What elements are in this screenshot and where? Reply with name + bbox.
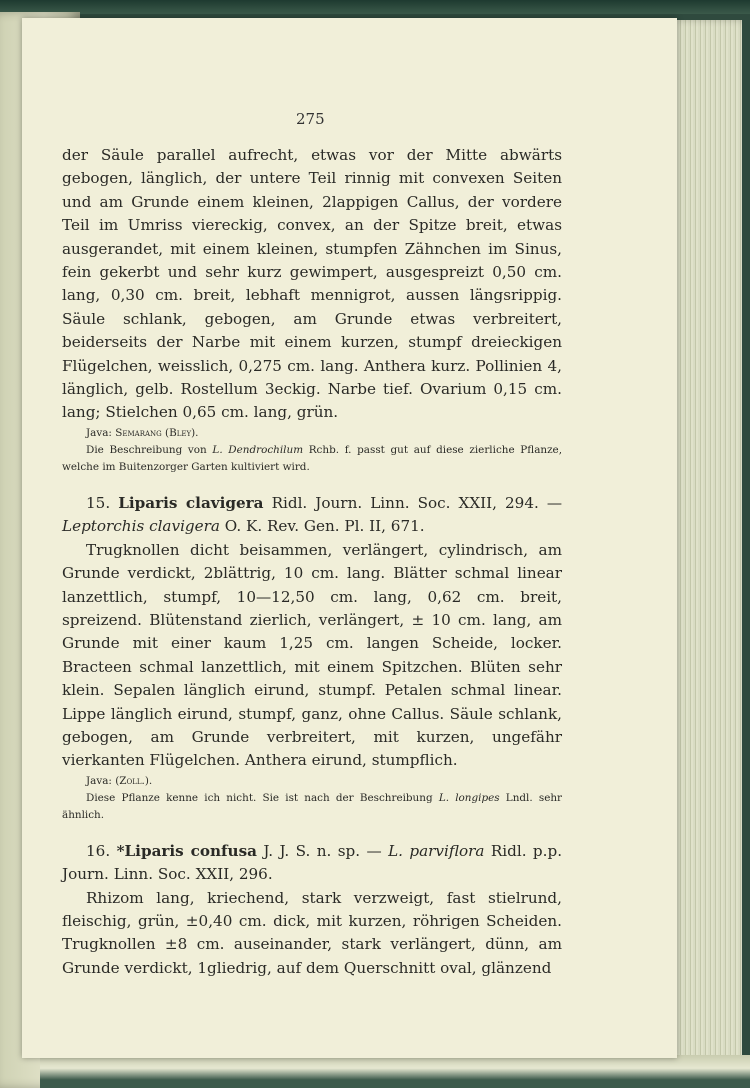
page-number: 275 <box>296 110 325 128</box>
remark-species: L. longipes <box>438 791 500 804</box>
species-name: Liparis clavigera <box>118 493 264 512</box>
synonym: L. parviflora <box>388 841 485 860</box>
remark-species: L. Dendrochilum <box>212 443 304 456</box>
entry-15-heading <box>62 492 562 539</box>
synonym-citation: O. K. Rev. Gen. Pl. II, 671. <box>224 517 425 536</box>
entry-16-description: Rhizom lang, kriechend, stark verzweigt, fast stielrund, fleischig, grün, ±0,40 cm. dick, mit kurzen, röhrigen Scheiden. Trugknollen ±8 cm. auseinander, stark verlängert, dünn, am Grunde verdickt, 1gliedrig, auf dem Querschnitt oval, glänzend <box>62 888 562 977</box>
locality-label: Java: <box>86 774 112 787</box>
entry-16-heading <box>62 840 562 887</box>
remark-text-end: Rchb. f. passt gut auf diese zierliche Pflanze, welche im Buitenzorger Garten kultiviert wird. <box>62 443 563 473</box>
synonym-citation: Ridl. p.p. Journ. Linn. Soc. XXII, 296. <box>62 841 563 884</box>
locality-line <box>62 425 562 442</box>
remark-text: Diese Pflanze kenne ich nicht. Sie ist nach der Beschreibung <box>86 791 433 804</box>
page-fore-edge <box>668 20 742 1080</box>
description-continued: der Säule parallel aufrecht, etwas vor der Mitte abwärts gebogen, länglich, der untere Teil rinnig mit convexen Seiten und am Grunde einem kleinen, 2lappigen Callus, der vordere Teil im Umriss viereckig, convex, an der Spitze breit, etwas ausgerandet, mit einem kleinen, stumpfen Zähnchen im Sinus, fein gekerbt und sehr kurz gewimpert, ausgespreizt 0,50 cm. lang, 0,30 cm. breit, lebhaft mennigrot, aussen längsrippig. Säule schlank, gebogen, am Grunde etwas verbreitert, beiderseits der Narbe mit einem kurzen, stumpf dreieckigen Flügelchen, weisslich, 0,275 cm. lang. Anthera kurz. Pollinien 4, länglich, gelb. Rostellum 3eckig. Narbe tief. Ovarium 0,15 cm. lang; Stielchen 0,65 cm. lang, grün. <box>62 146 562 422</box>
page-bottom-edge <box>40 1055 750 1088</box>
remark-text-end: Lndl. sehr ähnlich. <box>62 791 562 821</box>
remark <box>62 790 562 824</box>
locality-value: (Zoll.). <box>115 774 153 787</box>
locality-label: Java: <box>86 426 112 439</box>
citation: Ridl. Journ. Linn. Soc. XXII, 294. — <box>271 493 563 512</box>
synonym: Leptorchis clavigera <box>62 517 220 536</box>
locality-line <box>62 773 562 790</box>
locality-value: Semarang (Bley). <box>115 426 199 439</box>
entry-number: 15. <box>86 493 111 512</box>
page-text <box>62 108 562 980</box>
entry-15-description: Trugknollen dicht beisammen, verlängert, cylindrisch, am Grunde verdickt, 2blättrig, 10 cm. lang. Blätter schmal linear lanzettlich, stumpf, 10—12,50 cm. lang, 0,62 cm. breit, spreizend. Blütenstand zierlich, verlängert, ± 10 cm. lang, am Grunde mit einer kaum 1,25 cm. langen Scheide, locker. Bracteen schmal lanzettlich, mit einem Spitzchen. Blüten sehr klein. Sepalen länglich eirund, stumpf. Petalen schmal linear. Lippe länglich eirund, stumpf, ganz, ohne Callus. Säule schlank, gebogen, am Grunde verbreitert, mit kurzen, ungefähr vierkanten Flügelchen. Anthera eirund, stumpflich. <box>62 540 562 770</box>
book-cover-top <box>0 0 750 14</box>
remark <box>62 442 562 476</box>
species-name: *Liparis confusa <box>116 841 257 860</box>
remark-text: Die Beschreibung von <box>86 443 207 456</box>
author: J. J. S. n. sp. — <box>263 841 382 860</box>
entry-number: 16. <box>86 841 111 860</box>
